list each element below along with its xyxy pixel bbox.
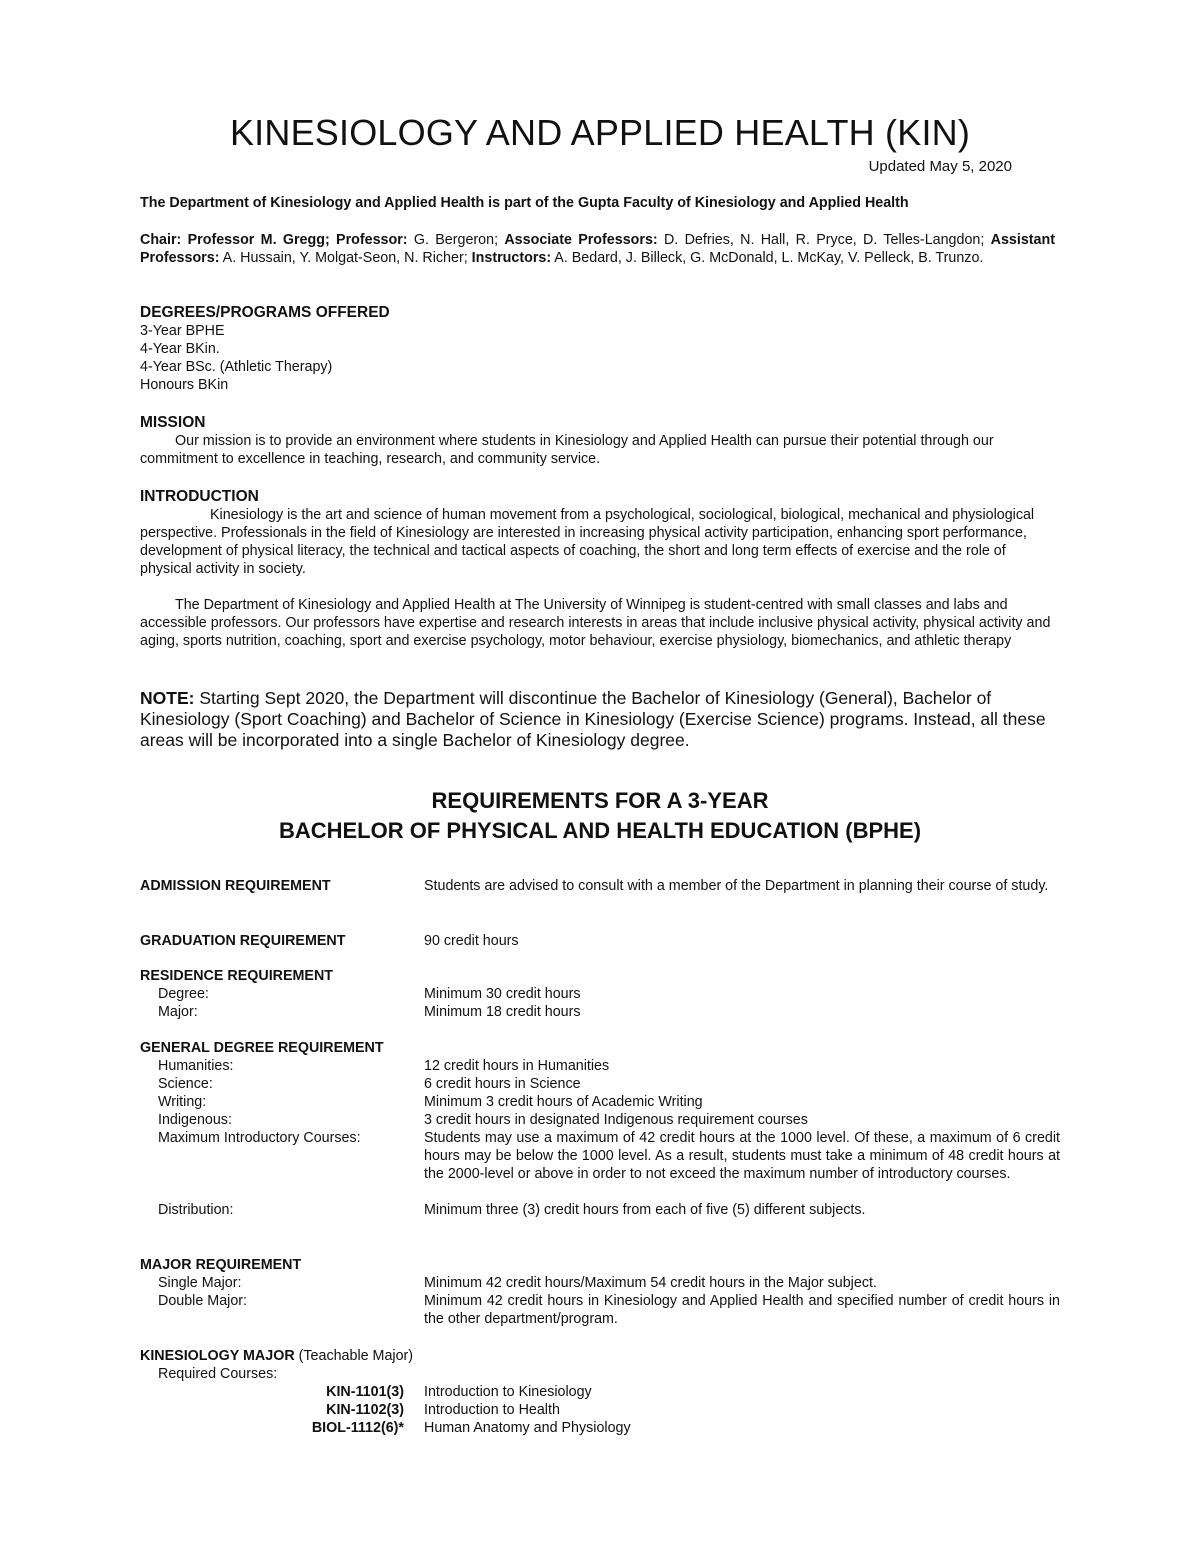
- major-label: MAJOR REQUIREMENT: [140, 1257, 302, 1273]
- department-statement: The Department of Kinesiology and Applied Health is part of the Gupta Faculty of Kinesiology and Applied Health: [140, 195, 909, 211]
- degree-item: 4-Year BKin.: [140, 341, 220, 357]
- professor-name: G. Bergeron;: [413, 232, 499, 248]
- mission-heading: MISSION: [140, 414, 206, 431]
- single-major-value: Minimum 42 credit hours/Maximum 54 credit hours in the Major subject.: [424, 1275, 877, 1291]
- kin-major-label: KINESIOLOGY MAJOR: [140, 1348, 295, 1364]
- requirements-title-line-1: REQUIREMENTS FOR A 3-YEAR: [431, 788, 769, 813]
- degrees-section: [140, 304, 1055, 394]
- residence-major-value: Minimum 18 credit hours: [424, 1004, 581, 1020]
- instr-names: A. Bedard, J. Billeck, G. McDonald, L. McKay, V. Pelleck, B. Trunzo.: [554, 250, 984, 266]
- course-name: Human Anatomy and Physiology: [424, 1420, 631, 1436]
- course-code: KIN-1102(3): [326, 1402, 404, 1418]
- course-name: Introduction to Kinesiology: [424, 1384, 592, 1400]
- course-code: BIOL-1112(6)*: [311, 1420, 404, 1436]
- faculty-list: [140, 231, 1055, 267]
- requirements-title-line-2: BACHELOR OF PHYSICAL AND HEALTH EDUCATION (BPHE): [278, 818, 922, 843]
- admission-value: Students are advised to consult with a member of the Department in planning their course of study.: [424, 878, 1049, 894]
- updated-date: Updated May 5, 2020: [868, 158, 1012, 175]
- note-label: NOTE:: [140, 688, 195, 708]
- humanities-label: Humanities:: [158, 1058, 234, 1074]
- degree-item: 3-Year BPHE: [140, 323, 225, 339]
- residence-degree-label: Degree:: [158, 986, 209, 1002]
- assoc-names: D. Defries, N. Hall, R. Pryce, D. Telles-Langdon;: [663, 232, 985, 248]
- professor-label: Professor:: [336, 232, 408, 248]
- kin-major-note: (Teachable Major): [298, 1348, 414, 1364]
- degree-item: Honours BKin: [140, 377, 229, 393]
- science-label: Science:: [158, 1076, 213, 1092]
- degree-item: 4-Year BSc. (Athletic Therapy): [140, 359, 333, 375]
- chair-label: Chair:: [140, 232, 182, 248]
- double-major-value: Minimum 42 credit hours in Kinesiology and Applied Health and specified number of credit hours in the other department/program.: [424, 1293, 1060, 1327]
- introduction-section: [140, 488, 1055, 650]
- requirements-title: [140, 786, 1060, 846]
- mission-text: Our mission is to provide an environment where students in Kinesiology and Applied Health can pursue their potential through our commitment to excellence in teaching, research, and community service.: [140, 433, 994, 467]
- note-paragraph: [140, 688, 1055, 751]
- residence-major-label: Major:: [158, 1004, 198, 1020]
- course-code: KIN-1101(3): [326, 1384, 404, 1400]
- distribution-value: Minimum three (3) credit hours from each of five (5) different subjects.: [424, 1202, 866, 1218]
- science-value: 6 credit hours in Science: [424, 1076, 581, 1092]
- graduation-value: 90 credit hours: [424, 933, 519, 949]
- page-title: KINESIOLOGY AND APPLIED HEALTH (KIN): [229, 112, 971, 153]
- writing-value: Minimum 3 credit hours of Academic Writing: [424, 1094, 703, 1110]
- admission-label: ADMISSION REQUIREMENT: [140, 878, 331, 894]
- graduation-label: GRADUATION REQUIREMENT: [140, 933, 346, 949]
- indigenous-value: 3 credit hours in designated Indigenous requirement courses: [424, 1112, 808, 1128]
- writing-label: Writing:: [158, 1094, 207, 1110]
- mission-section: [140, 414, 1055, 468]
- instr-label: Instructors:: [471, 250, 552, 266]
- indigenous-label: Indigenous:: [158, 1112, 232, 1128]
- kin-major-heading: [140, 1347, 540, 1365]
- degrees-heading: DEGREES/PROGRAMS OFFERED: [140, 304, 390, 321]
- introduction-paragraph-1: Kinesiology is the art and science of human movement from a psychological, sociological, biological, mechanical and physiological perspective. Professionals in the field of Kinesiology are interested in increasing physical activity participation, enhancing sport performance, development of physical literacy, the technical and tactical aspects of coaching, the short and long term effects of exercise and the role of physical activity in society.: [140, 507, 1035, 577]
- required-courses-label: Required Courses:: [158, 1366, 278, 1382]
- introduction-heading: INTRODUCTION: [140, 488, 259, 505]
- asst-label: Assistant Professors:: [140, 232, 1055, 266]
- max-intro-value: Students may use a maximum of 42 credit hours at the 1000 level. Of these, a maximum of 6 credit hours may be below the 1000 level. As a result, students must take a minimum of 48 credit hours at the 2000-level or above in order to not exceed the maximum number of introductory courses.: [424, 1130, 1060, 1182]
- course-name: Introduction to Health: [424, 1402, 560, 1418]
- introduction-paragraph-2: The Department of Kinesiology and Applied Health at The University of Winnipeg is student-centred with small classes and labs and accessible professors. Our professors have expertise and research interests in areas that include inclusive physical activity, physical activity and aging, sports nutrition, coaching, sport and exercise psychology, motor behaviour, exercise physiology, biomechanics, and athletic therapy: [140, 597, 1051, 649]
- double-major-label: Double Major:: [158, 1293, 247, 1309]
- humanities-value: 12 credit hours in Humanities: [424, 1058, 610, 1074]
- residence-label: RESIDENCE REQUIREMENT: [140, 968, 334, 984]
- single-major-label: Single Major:: [158, 1275, 242, 1291]
- assoc-label: Associate Professors:: [504, 232, 658, 248]
- residence-degree-value: Minimum 30 credit hours: [424, 986, 581, 1002]
- chair-name: Professor M. Gregg;: [187, 232, 330, 248]
- asst-names: A. Hussain, Y. Molgat-Seon, N. Richer;: [222, 250, 468, 266]
- max-intro-label: Maximum Introductory Courses:: [158, 1130, 361, 1146]
- note-text: Starting Sept 2020, the Department will discontinue the Bachelor of Kinesiology (General), Bachelor of Kinesiology (Sport Coaching) and Bachelor of Science in Kinesiology (Exercise Science) programs. Instead, all these areas will be incorporated into a single Bachelor of Kinesiology degree.: [140, 688, 1046, 750]
- distribution-label: Distribution:: [158, 1202, 234, 1218]
- general-label: GENERAL DEGREE REQUIREMENT: [140, 1040, 384, 1056]
